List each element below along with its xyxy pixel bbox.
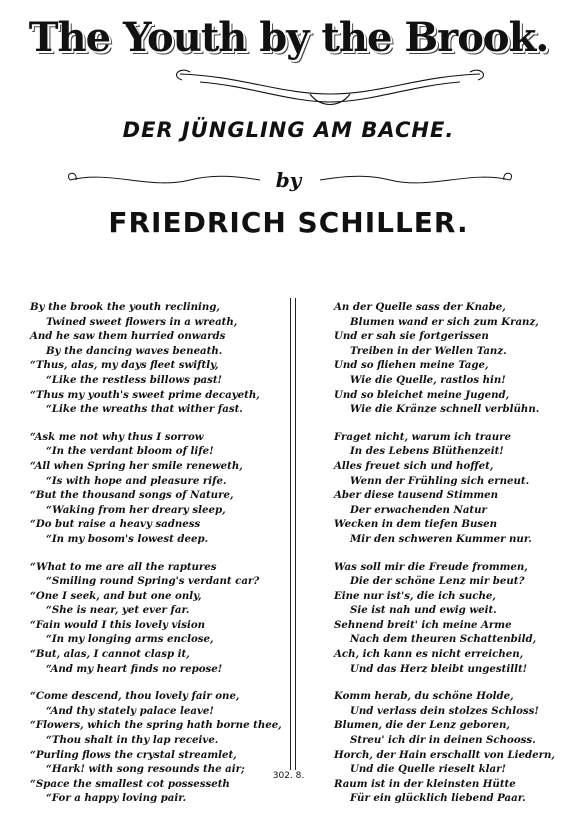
english-lyric-line: “Ask me not why thus I sorrow bbox=[30, 430, 204, 443]
english-lyric-line: “All when Spring her smile reneweth, bbox=[30, 459, 243, 472]
german-lyric-line: Mir den schweren Kummer nur. bbox=[350, 532, 532, 545]
english-lyric-line: “Waking from her dreary sleep, bbox=[46, 503, 226, 516]
english-lyric-line: “Thus, alas, my days fleet swiftly, bbox=[30, 359, 219, 372]
german-lyric-line: Und so bleichet meine Jugend, bbox=[334, 388, 510, 401]
english-lyric-line: “In my bosom's lowest deep. bbox=[46, 532, 209, 545]
english-lyric-line: “Hark! with song resounds the air; bbox=[46, 763, 245, 776]
english-lyric-line: By the brook the youth reclining, bbox=[30, 301, 220, 313]
english-stanza bbox=[30, 430, 280, 547]
german-lyric-line: Und die Quelle rieselt klar! bbox=[350, 763, 506, 776]
english-stanza bbox=[30, 560, 280, 677]
english-lyric-line: “But, alas, I cannot clasp it, bbox=[30, 648, 190, 661]
german-lyric-line: Sie ist nah und ewig weit. bbox=[350, 604, 497, 617]
german-lyric-line: Komm herab, du schöne Holde, bbox=[334, 690, 514, 703]
column-divider bbox=[290, 298, 296, 770]
german-lyric-line: Blumen wand er sich zum Kranz, bbox=[350, 315, 539, 328]
english-lyric-line: “And thy stately palace leave! bbox=[46, 704, 214, 717]
german-lyrics-column bbox=[334, 300, 574, 819]
author-name: FRIEDRICH SCHILLER. bbox=[108, 206, 469, 239]
german-lyric-line: Der erwachenden Natur bbox=[350, 503, 487, 516]
english-lyric-line: Twined sweet flowers in a wreath, bbox=[46, 315, 238, 328]
german-lyric-line: Wie die Kränze schnell verblühn. bbox=[350, 403, 540, 416]
german-lyric-line: Was soll mir die Freude frommen, bbox=[334, 560, 528, 573]
by-word: by bbox=[275, 168, 302, 192]
english-lyric-line: “Like the restless billows past! bbox=[46, 373, 222, 386]
plate-number: 302. 8. bbox=[272, 771, 305, 781]
german-lyric-line: Wenn der Frühling sich erneut. bbox=[350, 474, 530, 487]
german-lyric-line: Wecken in dem tiefen Busen bbox=[334, 518, 498, 531]
german-lyric-line: Treiben in der Wellen Tanz. bbox=[350, 344, 507, 357]
english-lyric-line: “Thou shalt in thy lap receive. bbox=[46, 734, 219, 747]
english-lyric-line: “But the thousand songs of Nature, bbox=[30, 489, 234, 502]
german-lyric-line: Nach dem theuren Schattenbild, bbox=[350, 633, 537, 646]
german-title: DER JÜNGLING AM BACHE. bbox=[122, 118, 455, 142]
german-lyric-line: Und so fliehen meine Tage, bbox=[334, 359, 489, 372]
german-lyric-line: An der Quelle sass der Knabe, bbox=[334, 301, 506, 313]
title-flourish-ornament bbox=[160, 64, 500, 114]
german-lyric-line: In des Lebens Blüthenzeit! bbox=[350, 445, 504, 458]
english-lyric-line: “Do but raise a heavy sadness bbox=[30, 518, 201, 531]
english-lyric-line: “In my longing arms enclose, bbox=[46, 633, 214, 646]
german-lyric-line: Und er sah sie fortgerissen bbox=[334, 330, 489, 343]
german-stanza bbox=[334, 560, 574, 677]
german-lyric-line: Eine nur ist's, die ich suche, bbox=[334, 589, 496, 602]
english-lyric-line: “Purling flows the crystal streamlet, bbox=[30, 748, 237, 761]
english-lyric-line: “Flowers, which the spring hath borne thee, bbox=[30, 719, 282, 732]
english-lyric-line: “Like the wreaths that wither fast. bbox=[46, 403, 243, 416]
english-lyric-line: By the dancing waves beneath. bbox=[46, 344, 223, 357]
english-lyric-line: “Thus my youth's sweet prime decayeth, bbox=[30, 388, 260, 401]
english-stanza bbox=[30, 689, 280, 806]
song-title: The Youth by the Brook. bbox=[28, 14, 549, 61]
german-lyric-line: Alles freuet sich und hoffet, bbox=[334, 459, 494, 472]
english-lyric-line: “Is with hope and pleasure rife. bbox=[46, 474, 227, 487]
english-lyric-line: “Space the smallest cot possesseth bbox=[30, 777, 230, 790]
german-lyric-line: Für ein glücklich liebend Paar. bbox=[350, 792, 526, 805]
german-lyric-line: Streu' ich dir in deinen Schooss. bbox=[350, 734, 536, 747]
german-lyric-line: Sehnend breit' ich meine Arme bbox=[334, 618, 512, 631]
german-lyric-line: Die der schöne Lenz mir beut? bbox=[350, 575, 525, 588]
english-lyric-line: “She is near, yet ever far. bbox=[46, 604, 190, 617]
english-lyric-line: “What to me are all the raptures bbox=[30, 560, 217, 573]
english-lyric-line: “And my heart finds no repose! bbox=[46, 662, 223, 675]
english-lyric-line: “For a happy loving pair. bbox=[46, 792, 187, 805]
english-lyric-line: “One I seek, and but one only, bbox=[30, 589, 202, 602]
german-lyric-line: Aber diese tausend Stimmen bbox=[334, 489, 499, 502]
german-lyric-line: Und verlass dein stolzes Schloss! bbox=[350, 704, 539, 717]
english-lyrics-column bbox=[30, 300, 280, 819]
english-lyric-line: And he saw them hurried onwards bbox=[30, 330, 226, 343]
english-lyric-line: “Come descend, thou lovely fair one, bbox=[30, 690, 240, 703]
english-stanza bbox=[30, 300, 280, 417]
german-stanza bbox=[334, 430, 574, 547]
german-stanza bbox=[334, 689, 574, 806]
german-lyric-line: Raum ist in der kleinsten Hütte bbox=[334, 777, 516, 790]
english-lyric-line: “Smiling round Spring's verdant car? bbox=[46, 575, 260, 588]
german-lyric-line: Fraget nicht, warum ich traure bbox=[334, 430, 511, 443]
german-lyric-line: Ach, ich kann es nicht erreichen, bbox=[334, 648, 524, 661]
german-lyric-line: Und das Herz bleibt ungestillt! bbox=[350, 662, 528, 675]
german-lyric-line: Horch, der Hain erschallt von Liedern, bbox=[334, 748, 555, 761]
english-lyric-line: “Fain would I this lovely vision bbox=[30, 618, 206, 631]
german-stanza bbox=[334, 300, 574, 417]
german-lyric-line: Blumen, die der Lenz geboren, bbox=[334, 719, 510, 732]
english-lyric-line: “In the verdant bloom of life! bbox=[46, 445, 214, 458]
german-lyric-line: Wie die Quelle, rastlos hin! bbox=[350, 373, 506, 386]
